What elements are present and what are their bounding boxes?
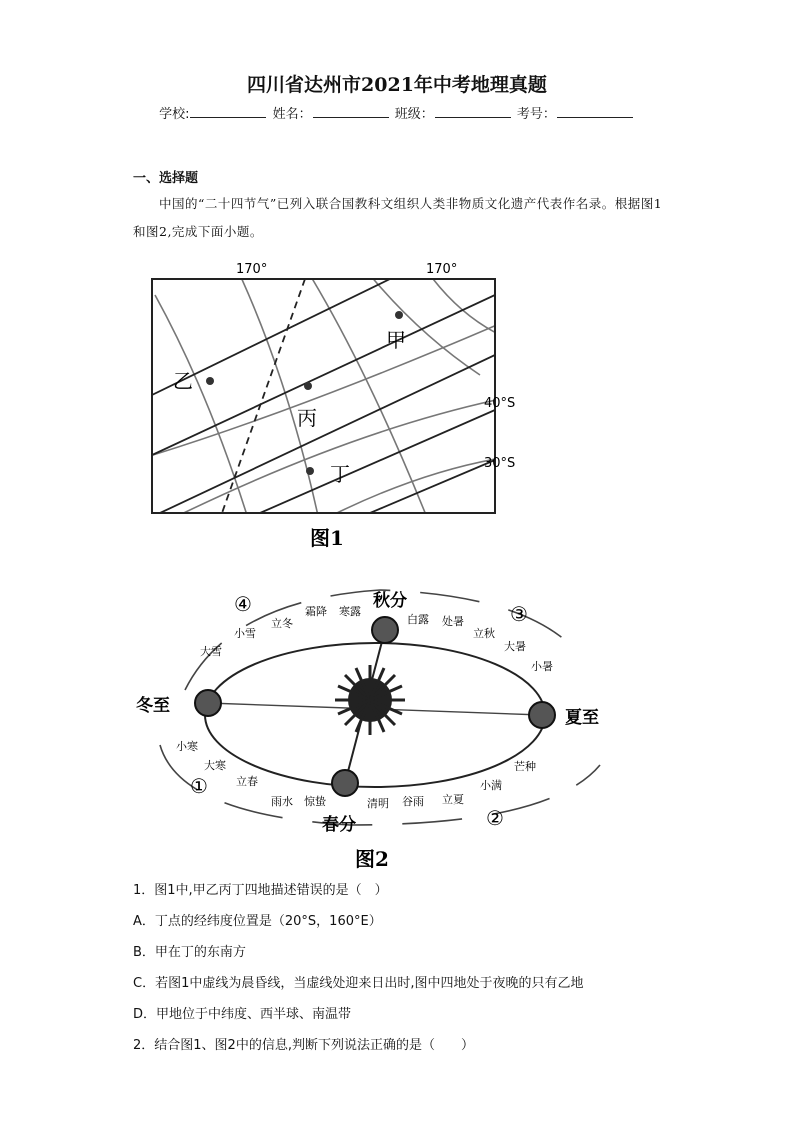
earth-summer-icon	[529, 702, 555, 728]
point-ding-marker	[306, 467, 314, 475]
section-heading: 一、选择题	[133, 171, 199, 186]
point-jia-label: 甲	[386, 328, 406, 352]
quadrant-1: ①	[190, 774, 208, 798]
term-label: 雨水	[271, 795, 293, 808]
point-yi-marker	[206, 377, 214, 385]
option-1c[interactable]: C．若图1中虚线为晨昏线，当虚线处迎来日出时,图中四地处于夜晚的只有乙地	[133, 976, 584, 991]
point-bing-marker	[304, 382, 312, 390]
question-1: 1．图1中,甲乙丙丁四地描述错误的是（ ）	[133, 883, 388, 898]
school-blank[interactable]	[190, 105, 266, 118]
lat-label-30s: 30°S	[484, 456, 516, 471]
term-label: 小暑	[531, 660, 553, 673]
point-jia-marker	[395, 311, 403, 319]
point-bing-label: 丙	[297, 406, 317, 430]
lon-label-right: 170°	[426, 262, 458, 277]
option-1b[interactable]: B．甲在丁的东南方	[133, 945, 246, 960]
quadrant-4: ④	[234, 592, 252, 616]
spring-equinox-label: 春分	[322, 815, 356, 835]
option-1a[interactable]: A．丁点的经纬度位置是（20°S，160°E）	[133, 914, 382, 929]
point-yi-label: 乙	[173, 369, 193, 393]
lat-label-40s: 40°S	[484, 396, 516, 411]
term-label: 霜降	[305, 605, 327, 618]
school-label: 学校:	[159, 107, 190, 122]
term-label: 小满	[480, 779, 502, 792]
term-label: 立冬	[271, 617, 293, 630]
earth-spring-icon	[332, 770, 358, 796]
term-label: 寒露	[339, 605, 361, 618]
number-blank[interactable]	[557, 105, 633, 118]
quadrant-3: ③	[510, 602, 528, 626]
name-label: 姓名：	[272, 107, 312, 122]
term-label: 大暑	[504, 640, 526, 653]
winter-solstice-label: 冬至	[136, 696, 170, 716]
term-label: 惊蛰	[304, 795, 326, 808]
point-ding-label: 丁	[330, 462, 350, 486]
option-1d[interactable]: D．甲地位于中纬度、西半球、南温带	[133, 1007, 352, 1022]
number-label: 考号：	[516, 107, 556, 122]
figure2-orbit	[130, 575, 630, 875]
earth-winter-icon	[195, 690, 221, 716]
page-title: 四川省达州市2021年中考地理真题	[247, 74, 547, 96]
intro-paragraph: 中国的“二十四节气”已列入联合国教科文组织人类非物质文化遗产代表作名录。根据图1和图2,完成下面小题。	[133, 196, 663, 239]
figure2-caption: 图2	[355, 847, 389, 871]
student-info-line	[0, 103, 794, 122]
term-label: 白露	[407, 613, 429, 626]
term-label: 清明	[367, 797, 389, 810]
class-label: 班级：	[394, 107, 434, 122]
lon-label-left: 170°	[236, 262, 268, 277]
figure1-caption: 图1	[310, 526, 344, 550]
earth-autumn-icon	[372, 617, 398, 643]
term-label: 立春	[236, 775, 258, 788]
question-2: 2．结合图1、图2中的信息,判断下列说法正确的是（ ）	[133, 1038, 474, 1053]
figure1-map	[140, 255, 540, 555]
term-label: 小寒	[176, 740, 198, 753]
term-label: 大雪	[200, 645, 222, 658]
autumn-equinox-label: 秋分	[373, 591, 407, 611]
class-blank[interactable]	[435, 105, 511, 118]
term-label: 大寒	[204, 759, 226, 772]
summer-solstice-label: 夏至	[565, 708, 599, 728]
term-label: 谷雨	[402, 795, 424, 808]
name-blank[interactable]	[313, 105, 389, 118]
quadrant-2: ②	[486, 806, 504, 830]
term-label: 立夏	[442, 793, 464, 806]
sun-icon	[335, 665, 405, 735]
term-label: 处暑	[442, 615, 464, 628]
term-label: 立秋	[473, 627, 495, 640]
term-label: 芒种	[514, 760, 536, 773]
term-label: 小雪	[234, 627, 256, 640]
